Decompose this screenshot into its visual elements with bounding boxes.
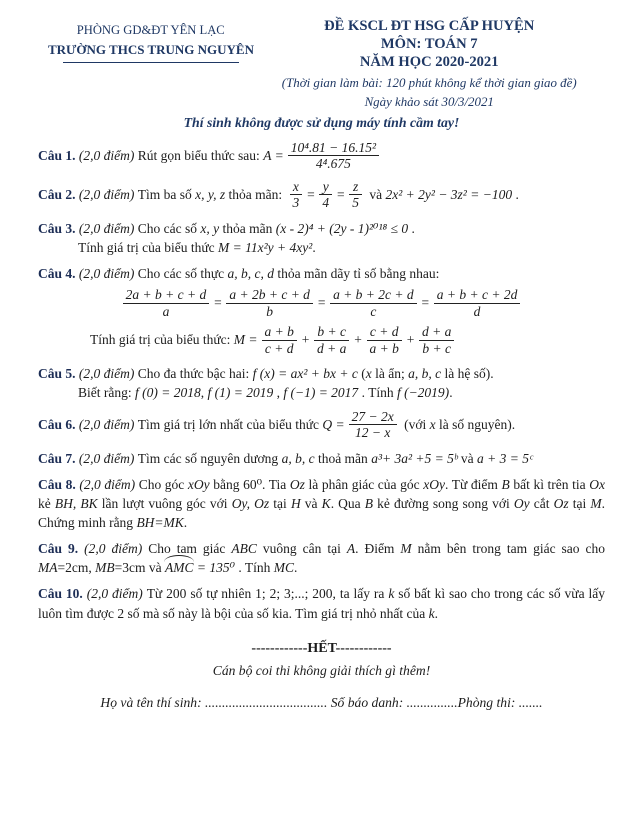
math-run: f (−1) = 2017 bbox=[283, 385, 359, 401]
fraction-denominator: 3 bbox=[290, 194, 303, 211]
question bbox=[38, 449, 605, 468]
question-label: Câu 8. bbox=[38, 476, 80, 492]
question-line bbox=[38, 264, 605, 283]
fraction-numerator: z bbox=[352, 178, 359, 194]
math-run: xOy bbox=[423, 476, 445, 492]
question-line bbox=[38, 180, 605, 212]
math-run: = bbox=[336, 186, 346, 202]
math-fraction bbox=[288, 140, 379, 172]
text-run: . bbox=[294, 560, 298, 576]
question-line bbox=[38, 449, 605, 468]
fraction-denominator: d bbox=[434, 303, 521, 320]
text-run: . Tính bbox=[358, 385, 397, 401]
text-run: =3cm và bbox=[114, 560, 165, 576]
fraction-numerator: x bbox=[292, 178, 299, 194]
department-name: PHÒNG GD&ĐT YÊN LẠC bbox=[76, 23, 225, 37]
fraction-denominator: 12 − x bbox=[349, 424, 397, 441]
question-points: (2,0 điểm) bbox=[78, 220, 138, 236]
header-left bbox=[38, 18, 253, 63]
text-run: . Tính bbox=[235, 560, 274, 576]
math-run: B bbox=[364, 495, 374, 511]
question-label: Câu 10. bbox=[38, 586, 87, 602]
math-run: Ox bbox=[589, 476, 605, 492]
fraction-denominator: c bbox=[330, 303, 417, 320]
text-run: . Từ điểm bbox=[444, 476, 502, 492]
question-label: Câu 4. bbox=[38, 265, 79, 281]
question bbox=[38, 364, 605, 402]
text-run: Từ 200 số tự nhiên 1; 2; 3;...; 200, ta lấy ra bbox=[146, 586, 389, 602]
text-run: và bbox=[300, 495, 322, 511]
question-line bbox=[38, 238, 605, 257]
question-label: Câu 2. bbox=[38, 186, 79, 202]
question bbox=[38, 410, 605, 442]
text-run: là phân giác của góc bbox=[304, 476, 424, 492]
text-run: thỏa mãn: bbox=[225, 186, 286, 202]
text-run: Tìm giá trị lớn nhất của biểu thức bbox=[137, 416, 323, 432]
text-run: tại bbox=[568, 495, 591, 511]
math-run: = bbox=[306, 186, 316, 202]
math-fraction bbox=[319, 179, 332, 211]
question-line bbox=[38, 219, 605, 238]
math-run: a, b, c, d bbox=[227, 265, 275, 281]
school-name: TRƯỜNG THCS TRUNG NGUYÊN bbox=[48, 41, 254, 57]
question bbox=[38, 180, 605, 212]
math-run: = bbox=[420, 295, 430, 311]
questions bbox=[38, 141, 605, 623]
text-run: và bbox=[457, 450, 477, 466]
text-run: . Điểm bbox=[355, 541, 401, 557]
text-run: Tính giá trị của biểu thức: bbox=[90, 332, 234, 348]
math-run: + bbox=[353, 332, 363, 348]
exam-subject: MÔN: TOÁN 7 bbox=[380, 35, 478, 52]
text-run: . bbox=[449, 385, 453, 401]
math-run: B bbox=[501, 476, 510, 492]
text-run: thỏa mãn bbox=[219, 220, 276, 236]
math-run: Oz bbox=[553, 495, 569, 511]
question-label: Câu 7. bbox=[38, 450, 79, 466]
math-fraction bbox=[262, 324, 297, 356]
text-run: cắt bbox=[529, 495, 554, 511]
text-run: bất kì trên tia bbox=[509, 476, 590, 492]
math-run: M = 11x²y + 4xy² bbox=[218, 239, 313, 255]
text-run: . bbox=[408, 220, 415, 236]
school-year: NĂM HỌC 2020-2021 bbox=[359, 53, 499, 70]
fraction-numerator: c + d bbox=[369, 324, 399, 340]
fraction-numerator: a + b + 2c + d bbox=[333, 287, 414, 303]
fraction-denominator: c + d bbox=[262, 340, 297, 357]
text-run: . Chứng minh rằng bbox=[38, 495, 605, 530]
math-run: k bbox=[428, 605, 435, 621]
math-fraction bbox=[349, 179, 362, 211]
fraction-denominator: 4 bbox=[319, 194, 332, 211]
text-run: tại bbox=[269, 495, 291, 511]
math-run: (x - 2)⁴ + (2y - 1)²⁰¹⁸ ≤ 0 bbox=[275, 220, 409, 236]
text-run: . bbox=[512, 186, 519, 202]
math-run: MC bbox=[273, 560, 295, 576]
header-underline bbox=[63, 62, 239, 63]
fraction-denominator: b bbox=[226, 303, 313, 320]
fraction-numerator: b + c bbox=[317, 324, 346, 340]
fraction-denominator: a + b bbox=[367, 340, 402, 357]
text-run: =2cm, bbox=[57, 560, 96, 576]
fraction-denominator: 5 bbox=[349, 194, 362, 211]
math-fraction bbox=[290, 179, 303, 211]
survey-date: Ngày khảo sát 30/3/2021 bbox=[364, 94, 494, 109]
math-run: f (x) = ax² + bx + c bbox=[252, 366, 358, 382]
math-fraction bbox=[434, 287, 521, 319]
math-run: xOy bbox=[187, 476, 210, 492]
math-fraction bbox=[419, 324, 454, 356]
math-run: a + 3 = 5ᶜ bbox=[477, 450, 533, 466]
calculator-note: Thí sinh không được sử dụng máy tính cầm tay! bbox=[183, 115, 460, 131]
fraction-numerator: 2a + b + c + d bbox=[125, 287, 207, 303]
math-run: x bbox=[365, 366, 372, 382]
question-line bbox=[38, 539, 605, 577]
question-label: Câu 9. bbox=[38, 541, 85, 557]
text-run: thỏa mãn dãy tỉ số bằng nhau: bbox=[274, 265, 440, 281]
text-run: số bất kì sao cho trong các số vừa lấy luôn tìm được 2 số mà số này là bội của số kia. Tìm giá trị nhỏ nhất của bbox=[38, 586, 606, 621]
fraction-denominator: d + a bbox=[314, 340, 349, 357]
question-line bbox=[38, 141, 605, 173]
text-run: (với bbox=[400, 416, 430, 432]
math-run: f (0) = 2018 bbox=[135, 385, 201, 401]
text-run: Biết rằng: bbox=[78, 385, 135, 401]
text-run: . bbox=[434, 605, 439, 621]
math-run: f (−2019) bbox=[396, 385, 450, 401]
text-run: . bbox=[183, 515, 188, 530]
proctor-note: Cán bộ coi thi không giải thích gì thêm! bbox=[212, 662, 431, 678]
text-run: kẻ đường song song với bbox=[373, 495, 514, 511]
math-run: BH=MK bbox=[136, 515, 184, 530]
question-line bbox=[38, 364, 605, 383]
math-fraction bbox=[367, 324, 402, 356]
math-run: Oy, Oz bbox=[231, 495, 270, 511]
fraction-denominator: a bbox=[123, 303, 210, 320]
text-run: ( bbox=[357, 366, 366, 382]
fraction-numerator: y bbox=[322, 178, 329, 194]
question-label: Câu 5. bbox=[38, 366, 79, 382]
footer bbox=[38, 639, 605, 712]
question-line bbox=[38, 383, 605, 402]
question-line bbox=[38, 475, 605, 532]
math-run: = bbox=[213, 295, 223, 311]
text-run: bằng 60⁰. Tia bbox=[209, 476, 290, 492]
question bbox=[38, 141, 605, 173]
math-fraction bbox=[330, 287, 417, 319]
question-points: (2,0 điểm) bbox=[78, 450, 138, 466]
text-run: , bbox=[200, 385, 208, 401]
fraction-numerator: 27 − 2x bbox=[351, 408, 394, 424]
question-points: (2,0 điểm) bbox=[78, 147, 138, 163]
text-run: Tìm ba số bbox=[137, 186, 196, 202]
text-run: và bbox=[366, 186, 386, 202]
math-run: a, b, c bbox=[408, 366, 442, 382]
math-run: H bbox=[290, 495, 301, 511]
question-points: (2,0 điểm) bbox=[78, 366, 138, 382]
question bbox=[38, 539, 605, 577]
text-run: lần lượt vuông góc với bbox=[97, 495, 232, 511]
math-fraction bbox=[349, 409, 397, 441]
question-line bbox=[38, 584, 605, 622]
text-run: Cho tam giác bbox=[148, 541, 232, 557]
math-run: A bbox=[346, 541, 356, 557]
text-run: Rút gọn biểu thức sau: bbox=[137, 147, 264, 163]
text-run: Cho đa thức bậc hai: bbox=[137, 366, 253, 382]
math-run: M bbox=[590, 495, 602, 511]
text-run: Cho góc bbox=[138, 476, 188, 492]
math-fraction bbox=[226, 287, 313, 319]
text-run: , bbox=[273, 385, 284, 401]
question-points: (2,0 điểm) bbox=[84, 541, 149, 557]
text-run: Cho các số bbox=[137, 220, 201, 236]
math-run: K bbox=[321, 495, 331, 511]
header bbox=[38, 18, 605, 111]
math-run: M bbox=[400, 541, 412, 557]
text-run: là ẩn; bbox=[371, 366, 409, 382]
math-run: M = bbox=[233, 332, 258, 348]
math-run: = 135⁰ bbox=[193, 560, 235, 576]
math-run: MB bbox=[95, 560, 115, 576]
math-run: Q = bbox=[322, 416, 345, 432]
question bbox=[38, 475, 605, 532]
fraction-denominator: 4⁴.675 bbox=[288, 155, 379, 172]
math-run: + bbox=[300, 332, 311, 348]
math-run: x, y, z bbox=[195, 186, 226, 202]
question-label: Câu 1. bbox=[38, 147, 79, 163]
candidate-fields: Họ và tên thí sinh: .................................... Số báo danh: ...............Phòng thi: ....... bbox=[100, 694, 543, 710]
math-run: x bbox=[429, 416, 436, 432]
fraction-numerator: a + b bbox=[264, 324, 294, 340]
question bbox=[38, 264, 605, 357]
math-run: Oz bbox=[289, 476, 305, 492]
text-run: Tính giá trị của biểu thức bbox=[78, 239, 219, 255]
question-line bbox=[38, 410, 605, 442]
math-run: x, y bbox=[200, 220, 220, 236]
text-run: . Qua bbox=[330, 495, 365, 511]
text-run: là số nguyên). bbox=[435, 416, 516, 432]
question-points: (2,0 điểm) bbox=[86, 586, 147, 602]
question-label: Câu 3. bbox=[38, 220, 79, 236]
header-right bbox=[253, 18, 605, 111]
text-run: Tìm các số nguyên dương bbox=[137, 450, 282, 466]
fraction-numerator: 10⁴.81 − 16.15² bbox=[290, 139, 377, 155]
math-run: A = bbox=[263, 147, 284, 163]
text-run: là hệ số). bbox=[441, 366, 494, 382]
math-run: ABC bbox=[231, 541, 257, 557]
question bbox=[38, 219, 605, 257]
fraction-denominator: b + c bbox=[419, 340, 454, 357]
math-run: 2x² + 2y² − 3z² = −100 bbox=[385, 186, 513, 202]
text-run: nằm bên trong tam giác sao cho bbox=[411, 541, 606, 557]
math-run: = bbox=[316, 295, 327, 311]
text-run: vuông cân tại bbox=[256, 541, 347, 557]
question-points: (2,0 điểm) bbox=[78, 186, 138, 202]
math-fraction bbox=[314, 324, 349, 356]
question-points: (2,0 điểm) bbox=[79, 476, 139, 492]
math-run: MA bbox=[38, 560, 58, 576]
question-points: (2,0 điểm) bbox=[78, 265, 138, 281]
question-points: (2,0 điểm) bbox=[78, 416, 138, 432]
text-run: thoả mãn bbox=[314, 450, 372, 466]
math-run: f (1) = 2019 bbox=[207, 385, 274, 401]
question-line bbox=[38, 288, 605, 320]
text-run: Cho các số thực bbox=[137, 265, 228, 281]
angle-notation: AMC bbox=[165, 558, 194, 577]
fraction-numerator: d + a bbox=[422, 324, 452, 340]
duration-note: (Thời gian làm bài: 120 phút không kể thời gian giao đề) bbox=[281, 76, 577, 91]
end-marker: ------------HẾT------------ bbox=[251, 640, 392, 656]
math-run: BH, BK bbox=[54, 495, 98, 511]
text-run: kẻ bbox=[38, 495, 55, 511]
exam-title: ĐỀ KSCL ĐT HSG CẤP HUYỆN bbox=[324, 18, 535, 34]
question bbox=[38, 584, 605, 622]
math-run: a, b, c bbox=[281, 450, 315, 466]
fraction-numerator: a + 2b + c + d bbox=[229, 287, 310, 303]
math-run: a³+ 3a² +5 = 5ᵇ bbox=[371, 450, 458, 466]
math-run: Oy bbox=[513, 495, 530, 511]
math-fraction bbox=[123, 287, 210, 319]
fraction-numerator: a + b + c + 2d bbox=[436, 287, 518, 303]
question-line bbox=[38, 325, 605, 357]
math-run: k bbox=[388, 586, 395, 602]
math-run: + bbox=[405, 332, 416, 348]
text-run: . bbox=[312, 239, 316, 255]
question-label: Câu 6. bbox=[38, 416, 79, 432]
